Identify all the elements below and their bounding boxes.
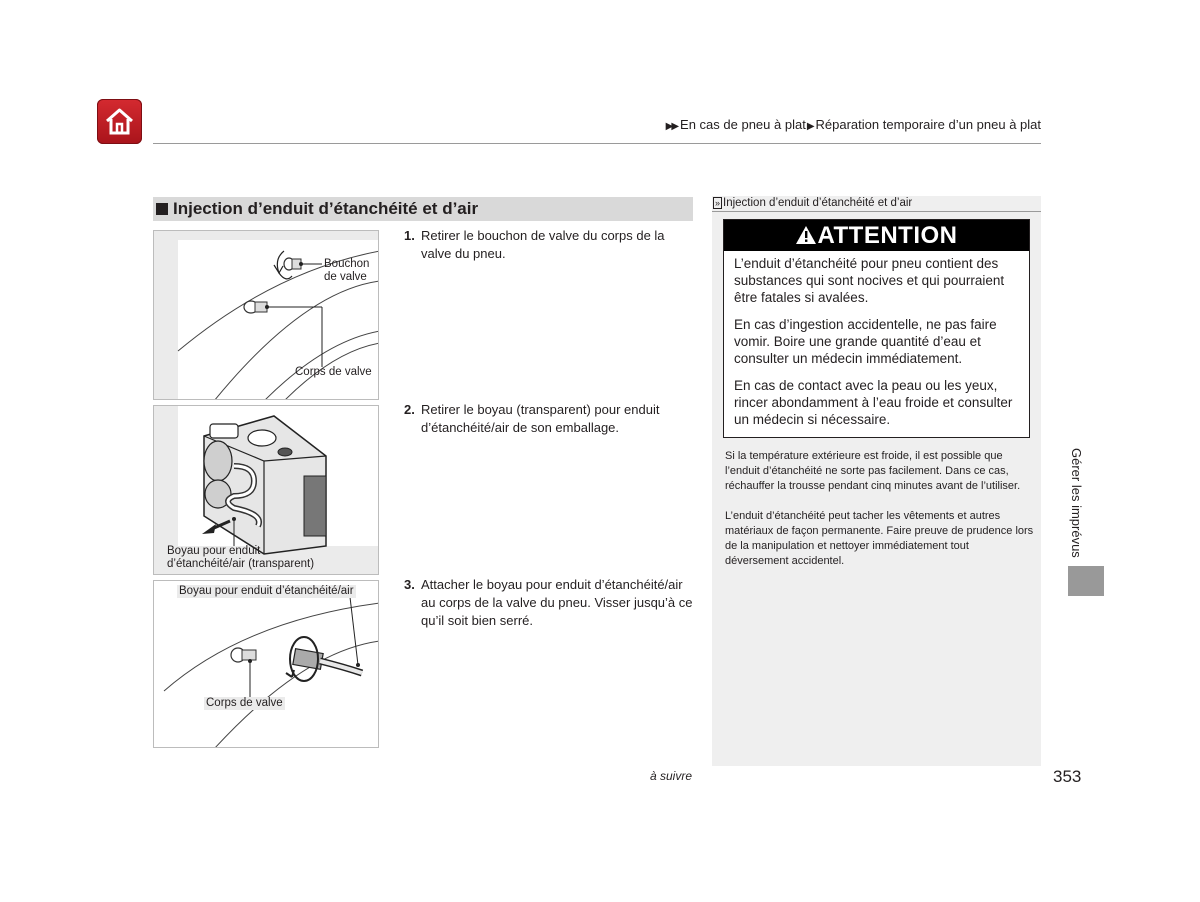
- label-sealant-hose-transparent: Boyau pour enduit d’étanchéité/air (transparent): [167, 545, 315, 570]
- label-valve-body: Corps de valve: [295, 366, 372, 378]
- step-number: 1.: [404, 228, 415, 243]
- breadcrumb-part-2[interactable]: Réparation temporaire d’un pneu à plat: [815, 117, 1041, 132]
- step-text: Retirer le bouchon de valve du corps de la valve du pneu.: [421, 228, 665, 261]
- note-cold-temperature: Si la température extérieure est froide, il est possible que l’enduit d’étanchéité ne sorte pas facilement. Dans ce cas, réchauffer la trousse pendant cinq minutes avant de l’utiliser.: [725, 450, 1021, 492]
- warning-icon: [795, 225, 817, 245]
- arrow-icon: ▶: [806, 121, 815, 132]
- panel-title-text: Injection d’enduit d’étanchéité et d’air: [723, 197, 913, 209]
- attention-header: [724, 220, 1029, 251]
- double-arrow-icon: ▶▶: [665, 121, 678, 132]
- step-3: [404, 576, 696, 630]
- note-staining: L’enduit d’étanchéité peut tacher les vêtements et autres matériaux de façon permanente. Faire preuve de prudence lors de la manipulation et nettoyer immédiatement tout déversement accidentel.: [725, 510, 1034, 567]
- label-valve-cap: Bouchon de valve: [324, 258, 370, 283]
- breadcrumb-part-1[interactable]: En cas de pneu à plat: [680, 117, 806, 132]
- label-sealant-hose: Boyau pour enduit d’étanchéité/air: [179, 585, 354, 597]
- figure-valve-cap: [153, 230, 379, 400]
- attach-hose-illustration: [154, 581, 379, 748]
- panel-title: [713, 197, 912, 209]
- section-header: [153, 197, 693, 221]
- header-rule: [153, 143, 1041, 144]
- attention-paragraph-3: En cas de contact avec la peau ou les yeux, rincer abondamment à l’eau froide et consulter un médecin si nécessaire.: [734, 378, 1013, 427]
- step-2: [404, 401, 696, 437]
- label-valve-body: Corps de valve: [206, 697, 283, 709]
- section-marker-icon: [156, 203, 168, 215]
- home-button[interactable]: [97, 99, 142, 144]
- home-icon: [103, 105, 136, 138]
- continued-label: à suivre: [650, 769, 693, 783]
- figure-attach-hose: [153, 580, 379, 748]
- chapter-tab-label: Gérer les imprévus: [1069, 448, 1084, 558]
- step-text: Attacher le boyau pour enduit d’étanchéité/air au corps de la valve du pneu. Visser jusqu’à ce qu’il soit bien serré.: [421, 577, 693, 628]
- breadcrumb: [666, 117, 1041, 132]
- attention-paragraph-2: En cas d’ingestion accidentelle, ne pas faire vomir. Boire une grande quantité d’eau et consulter un médecin immédiatement.: [734, 317, 997, 366]
- page-number: 353: [1053, 767, 1082, 786]
- section-title: Injection d’enduit d’étanchéité et d’air: [173, 199, 479, 218]
- panel-rule: [712, 211, 1041, 212]
- chapter-tab-marker: [1068, 566, 1104, 596]
- attention-title: ATTENTION: [817, 222, 958, 249]
- attention-paragraph-1: L’enduit d’étanchéité pour pneu contient des substances qui sont nocives et qui pourraient être fatales si avalées.: [734, 256, 1005, 305]
- step-number: 3.: [404, 577, 415, 592]
- step-text: Retirer le boyau (transparent) pour enduit d’étanchéité/air de son emballage.: [421, 402, 660, 435]
- attention-box: [723, 219, 1030, 438]
- figure-sealant-kit: [153, 405, 379, 575]
- step-number: 2.: [404, 402, 415, 417]
- chapter-tab[interactable]: [1066, 448, 1086, 568]
- reference-icon: »: [715, 198, 721, 208]
- step-1: [404, 227, 696, 263]
